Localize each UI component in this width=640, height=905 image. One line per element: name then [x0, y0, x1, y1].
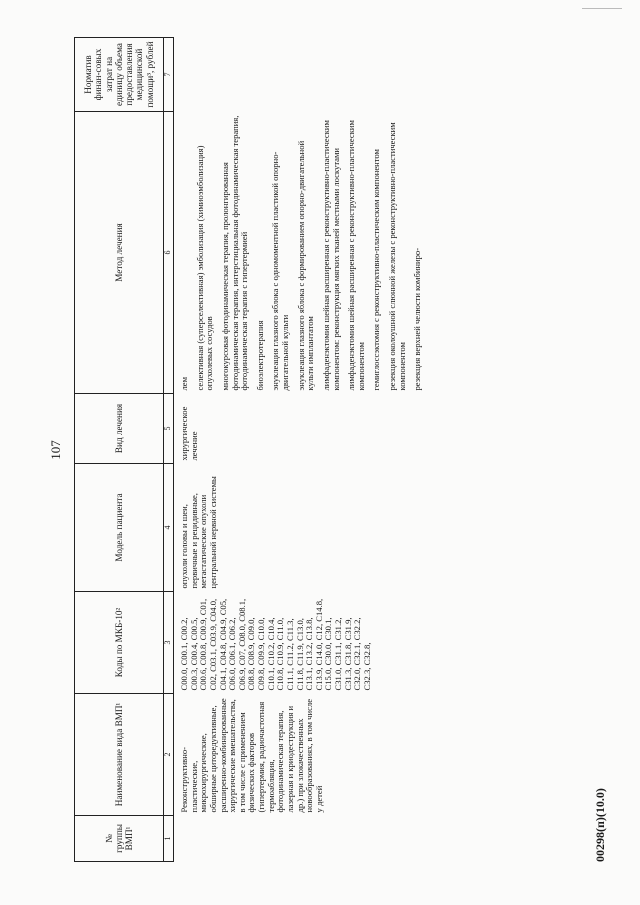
cell-patient-model: опухоли головы и шеи, первичные и рецидивные, метастатические опухоли центральной нервной системы — [179, 476, 218, 589]
header-treatment-type: Вид лечения — [75, 394, 164, 464]
header-icd-codes: Коды по МКБ-10² — [75, 592, 164, 694]
cell-treatment-type: хирургическое лечение — [179, 406, 199, 461]
column-number: 3 — [164, 592, 174, 694]
scan-mark — [582, 8, 622, 9]
cell-cost-norm — [174, 38, 430, 112]
column-number: 2 — [164, 694, 174, 816]
method-item: лимфаденэктомия шейная расширенная с реконструктивно-пластическим компонентом: реконструкция мягких тканей местными лоскутами — [320, 120, 341, 391]
header-vmp-name: Наименование вида ВМП¹ — [75, 694, 164, 816]
header-treatment-method: Метод лечения — [75, 112, 164, 394]
column-number: 1 — [164, 816, 174, 862]
column-number: 7 — [164, 38, 174, 112]
column-number: 4 — [164, 464, 174, 592]
footer-code: 00298(п)(10.0) — [593, 788, 607, 862]
page-number: 107 — [48, 440, 63, 460]
method-item: энуклеация глазного яблока с одномоментной пластикой опорно-двигательной культи — [270, 151, 290, 391]
table-row — [174, 38, 430, 862]
method-item: гемиглоссэктомия с реконструктивно-пластическим компонентом — [371, 149, 382, 391]
column-number: 6 — [164, 112, 174, 394]
method-item: резекция верхней челюсти комбиниро- — [412, 247, 423, 391]
cell-group-number — [174, 816, 430, 862]
header-patient-model: Модель пациента — [75, 464, 164, 592]
vmp-table — [74, 37, 430, 862]
header-group-number: № группы ВМП¹ — [75, 816, 164, 862]
method-item: лимфаденэктомия шейная расширенная с реконструктивно-пластическим компонентом — [346, 120, 366, 391]
cell-treatment-methods — [174, 112, 430, 394]
method-item: энуклеация глазного яблока с формированием опорно-двигательной культи имплантатом — [295, 140, 316, 391]
column-number-row — [164, 38, 174, 862]
method-item: биоэлектротерапия — [254, 320, 265, 391]
cell-vmp-name: Реконструктивно-пластические, микрохирургические, обширные циторедуктивные, расширенно-комбинированные хирургические вмешательства, в том числе с применением физических факторов (гипертермия, радиочастотная термоабляция, фотодинамическая терапия, лазерная и криодеструкция и др.) при злокачественных новообразованиях, в том числе у детей — [179, 698, 324, 813]
rotated-content — [48, 38, 608, 862]
column-number: 5 — [164, 394, 174, 464]
method-item: резекция околоушной слюнной железы с реконструктивно-пластическим компонентом — [387, 122, 407, 391]
header-row — [75, 38, 164, 862]
method-item: лем — [179, 376, 189, 391]
method-item: многокурсовая фотодинамическая терапия, пролонгированная фотодинамическая терапия, интерстициальная фотодинамическая терапия, фотодинамическая терапия с гипертермией — [219, 115, 250, 391]
header-cost-norm: Норматив финан-совых затрат на единицу объема предоставления медицинской помощи³, рублей — [75, 38, 164, 112]
cell-icd-codes: C00.0, C00.1, C00.2, C00.3, C00.4, C00.5, C00.6, C00.8, C00.9, C01, C02, C03.1, C03.9, C04.0, C04.1, C04.8, C04.9, C05, C06.0, C06.1, C06.2, C06.9, C07, C08.0, C08.1, C08.8, C08.9, C09.0, C09.8, C09.9, C10.0, C10.1, C10.2, C10.4, C10.8, C10.9, C11.0, C11.1, C11.2, C11.3, C11.8, C11.9, C13.0, C13.1, C13.2, C13.8, C13.9, C14.0, C12, C14.8, C15.0, C30.0, C30.1, C31.0, C31.1, C31.2, C31.3, C31.8, C31.9, C32.0, C32.1, C32.2, C32.3, C32.8, — [179, 598, 372, 691]
method-item: селективная (суперселективная) эмболизация (химиоэмболизация) опухолевых сосудов — [194, 145, 215, 391]
